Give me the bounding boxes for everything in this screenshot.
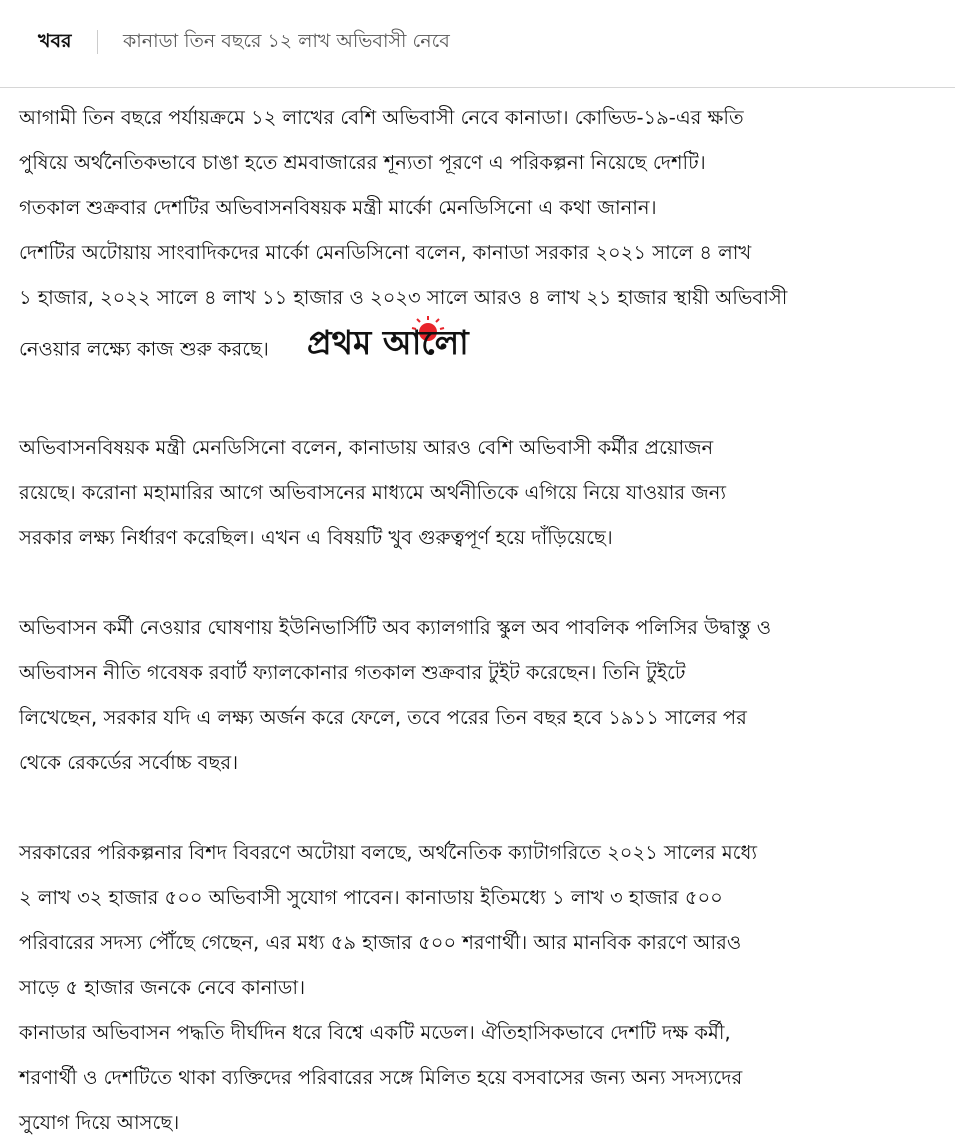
paragraph-4 [19,830,947,1145]
article-line: শরণার্থী ও দেশটিতে থাকা ব্যক্তিদের পরিবারের সঙ্গে মিলিত হয়ে বসবাসের জন্য অন্য সদস্যদের [19,1066,743,1089]
paragraph-3 [19,605,947,785]
paragraph-gap [19,380,947,425]
article-line: পরিবারের সদস্য পৌঁছে গেছেন, এর মধ্য ৫৯ হাজার ৫০০ শরণার্থী। আর মানবিক কারণে আরও [19,931,742,954]
header-divider [97,30,98,54]
article-line: সাড়ে ৫ হাজার জনকে নেবে কানাডা। [19,976,306,999]
article-line: ২ লাখ ৩২ হাজার ৫০০ অভিবাসী সুযোগ পাবেন। কানাডায় ইতিমধ্যে ১ লাখ ৩ হাজার ৫০০ [19,886,723,909]
article-line: রয়েছে। করোনা মহামারির আগে অভিবাসনের মাধ্যমে অর্থনীতিকে এগিয়ে নিয়ে যাওয়ার জন্য [19,481,727,504]
article-line: পুষিয়ে অর্থনৈতিকভাবে চাঙা হতে শ্রমবাজারের শূন্যতা পূরণে এ পরিকল্পনা নিয়েছে দেশটি। [19,151,706,174]
article-line: দেশটির অটোয়ায় সাংবাদিকদের মার্কো মেনডিসিনো বলেন, কানাডা সরকার ২০২১ সালে ৪ লাখ [19,241,752,264]
article-line: লিখেছেন, সরকার যদি এ লক্ষ্য অর্জন করে ফেলে, তবে পরের তিন বছর হবে ১৯১১ সালের পর [19,706,747,729]
prothom-alo-logo [307,316,541,376]
article-line: থেকে রেকর্ডের সর্বোচ্চ বছর। [19,751,239,774]
article-line: নেওয়ার লক্ষ্যে কাজ শুরু করছে। [19,337,269,361]
logo-mark-icon [307,316,541,360]
article-line: কানাডার অভিবাসন পদ্ধতি দীর্ঘদিন ধরে বিশ্বে একটি মডেল। ঐতিহাসিকভাবে দেশটি দক্ষ কর্মী, [19,1021,731,1044]
article-line: সুযোগ দিয়ে আসছে। [19,1111,180,1134]
page-header [0,0,955,88]
article-line: অভিবাসন নীতি গবেষক রবার্ট ফ্যালকোনার গতকাল শুক্রবার টুইট করেছেন। তিনি টুইটে [19,661,686,684]
paragraph-1 [19,95,947,380]
section-label[interactable]: খবর [38,30,72,52]
article-body [19,95,947,1145]
article-line: ১ হাজার, ২০২২ সালে ৪ লাখ ১১ হাজার ও ২০২৩ সালে আরও ৪ লাখ ২১ হাজার স্থায়ী অভিবাসী [19,286,788,309]
paragraph-gap [19,785,947,830]
paragraph-2 [19,425,947,560]
header-title: কানাডা তিন বছরে ১২ লাখ অভিবাসী নেবে [123,30,450,52]
article-line: সরকারের পরিকল্পনার বিশদ বিবরণে অটোয়া বলছে, অর্থনৈতিক ক্যাটাগরিতে ২০২১ সালের মধ্যে [19,841,758,864]
article-line: অভিবাসন কর্মী নেওয়ার ঘোষণায় ইউনিভার্সিটি অব ক্যালগারি স্কুল অব পাবলিক পলিসির উদ্বাস্তু ও [19,616,772,639]
article-line: সরকার লক্ষ্য নির্ধারণ করেছিল। এখন এ বিষয়টি খুব গুরুত্বপূর্ণ হয়ে দাঁড়িয়েছে। [19,526,613,549]
article-line-with-logo [19,320,947,380]
paragraph-gap [19,560,947,605]
article-line: আগামী তিন বছরে পর্যায়ক্রমে ১২ লাখের বেশি অভিবাসী নেবে কানাডা। কোভিড-১৯-এর ক্ষতি [19,106,744,129]
article-line: গতকাল শুক্রবার দেশটির অভিবাসনবিষয়ক মন্ত্রী মার্কো মেনডিসিনো এ কথা জানান। [19,196,657,219]
article-line: অভিবাসনবিষয়ক মন্ত্রী মেনডিসিনো বলেন, কানাডায় আরও বেশি অভিবাসী কর্মীর প্রয়োজন [19,436,714,459]
logo-text: প্রথম আলো [306,323,469,360]
